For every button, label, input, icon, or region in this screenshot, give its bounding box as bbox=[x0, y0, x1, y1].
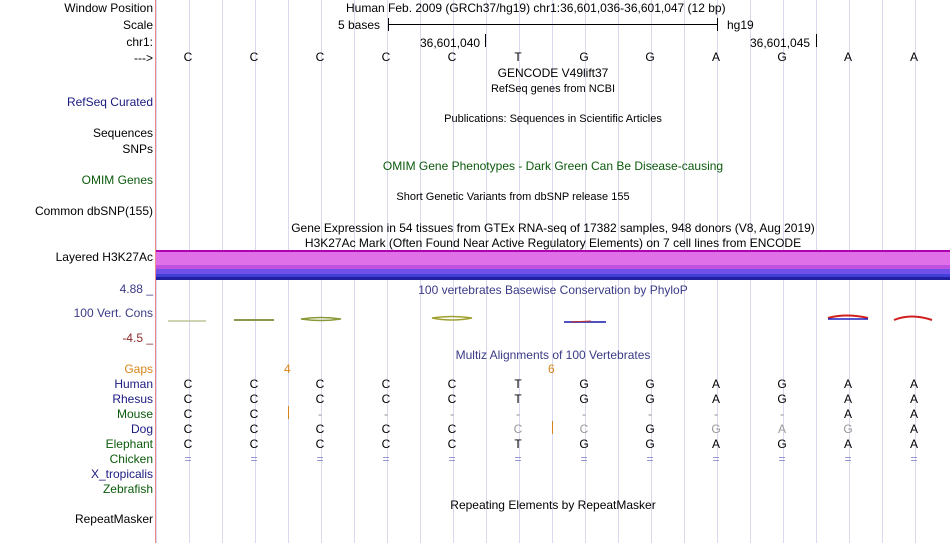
h3k27ac-track-title[interactable]: H3K27Ac Mark (Often Found Near Active Regulatory Elements) on 7 cell lines from ENCODE bbox=[304, 236, 802, 250]
base-4: C bbox=[381, 50, 391, 64]
h3k27ac-signal[interactable] bbox=[156, 250, 950, 280]
gencode-track-title[interactable]: GENCODE V49lift37 bbox=[497, 66, 609, 80]
aln-chicken-9: = bbox=[712, 452, 720, 466]
aln-chicken-11: = bbox=[844, 452, 852, 466]
gap-count-1: 4 bbox=[284, 362, 291, 376]
scale-left-label: 5 bases bbox=[338, 18, 381, 32]
base-10: G bbox=[777, 50, 787, 64]
dbsnp-track-title[interactable]: Short Genetic Variants from dbSNP release 155 bbox=[396, 191, 630, 203]
aln-elephant-12: A bbox=[909, 437, 918, 451]
aln-mouse-1: C bbox=[183, 407, 193, 421]
label-species-rhesus: Rhesus bbox=[112, 392, 153, 406]
aln-dog-11: G bbox=[843, 422, 853, 436]
aln-rhesus-7: G bbox=[579, 392, 589, 406]
label-omim[interactable]: OMIM Genes bbox=[81, 173, 153, 187]
label-species-human: Human bbox=[114, 377, 153, 391]
base-11: A bbox=[843, 50, 852, 64]
base-1: C bbox=[183, 50, 193, 64]
coord-label-1: 36,601,040 bbox=[420, 36, 481, 50]
aln-elephant-7: G bbox=[579, 437, 589, 451]
aln-dog-9: G bbox=[711, 422, 721, 436]
scale-bar bbox=[388, 24, 718, 25]
aln-chicken-10: = bbox=[778, 452, 786, 466]
aln-dog-8: G bbox=[645, 422, 655, 436]
scale-right-label: hg19 bbox=[727, 18, 754, 32]
aln-human-4: C bbox=[381, 377, 391, 391]
aln-elephant-2: C bbox=[249, 437, 259, 451]
gap-count-2: 6 bbox=[548, 362, 555, 376]
aln-rhesus-2: C bbox=[249, 392, 259, 406]
aln-elephant-3: C bbox=[315, 437, 325, 451]
aln-human-9: A bbox=[711, 377, 720, 391]
aln-elephant-6: T bbox=[514, 437, 522, 451]
aln-mouse-3: - bbox=[318, 407, 322, 421]
label-gaps: Gaps bbox=[124, 362, 153, 376]
window-position-text: Human Feb. 2009 (GRCh37/hg19) chr1:36,601,036-36,601,047 (12 bp) bbox=[346, 1, 726, 15]
aln-elephant-5: C bbox=[447, 437, 457, 451]
base-12: A bbox=[909, 50, 918, 64]
aln-dog-6: C bbox=[513, 422, 523, 436]
aln-rhesus-9: A bbox=[711, 392, 720, 406]
aln-chicken-4: = bbox=[382, 452, 390, 466]
aln-elephant-1: C bbox=[183, 437, 193, 451]
label-dbsnp[interactable]: Common dbSNP(155) bbox=[34, 204, 153, 218]
base-6: T bbox=[514, 50, 522, 64]
aln-dog-1: C bbox=[183, 422, 193, 436]
aln-chicken-1: = bbox=[184, 452, 192, 466]
aln-rhesus-4: C bbox=[381, 392, 391, 406]
aln-elephant-10: G bbox=[777, 437, 787, 451]
refseq-track-title[interactable]: RefSeq genes from NCBI bbox=[490, 83, 616, 95]
base-8: G bbox=[645, 50, 655, 64]
coord-tick-1 bbox=[485, 34, 486, 47]
aln-dog-5: C bbox=[447, 422, 457, 436]
aln-chicken-5: = bbox=[448, 452, 456, 466]
aln-rhesus-6: T bbox=[514, 392, 522, 406]
aln-rhesus-1: C bbox=[183, 392, 193, 406]
label-snps[interactable]: SNPs bbox=[122, 142, 153, 156]
aln-rhesus-5: C bbox=[447, 392, 457, 406]
aln-dog-12: A bbox=[909, 422, 918, 436]
phylop-track-title[interactable]: 100 vertebrates Basewise Conservation by PhyloP bbox=[418, 283, 688, 297]
label-scale: Scale bbox=[122, 18, 153, 32]
aln-human-5: C bbox=[447, 377, 457, 391]
aln-human-2: C bbox=[249, 377, 259, 391]
aln-chicken-6: = bbox=[514, 452, 522, 466]
aln-dog-4: C bbox=[381, 422, 391, 436]
label-species-elephant: Elephant bbox=[105, 437, 153, 451]
aln-human-3: C bbox=[315, 377, 325, 391]
base-3: C bbox=[315, 50, 325, 64]
scale-bar-right-tick bbox=[717, 18, 718, 31]
base-9: A bbox=[711, 50, 720, 64]
aln-mouse-2: C bbox=[249, 407, 259, 421]
aln-dog-2: C bbox=[249, 422, 259, 436]
label-species-mouse: Mouse bbox=[116, 407, 153, 421]
repeatmasker-track-title[interactable]: Repeating Elements by RepeatMasker bbox=[450, 498, 656, 512]
aln-chicken-3: = bbox=[316, 452, 324, 466]
omim-track-title[interactable]: OMIM Gene Phenotypes - Dark Green Can Be Disease-causing bbox=[382, 159, 724, 173]
aln-chicken-12: = bbox=[910, 452, 918, 466]
aln-chicken-7: = bbox=[580, 452, 588, 466]
aln-dog-7: C bbox=[579, 422, 589, 436]
aln-mouse-12: A bbox=[909, 407, 918, 421]
label-chrom: chr1: bbox=[126, 35, 153, 49]
dog-insertion-marker bbox=[552, 421, 553, 434]
base-2: C bbox=[249, 50, 259, 64]
aln-rhesus-10: G bbox=[777, 392, 787, 406]
aln-mouse-11: A bbox=[843, 407, 852, 421]
label-layered-h3k27ac[interactable]: Layered H3K27Ac bbox=[55, 250, 153, 264]
label-species-zebrafish: Zebrafish bbox=[102, 482, 153, 496]
label-cons-max: 4.88 _ bbox=[119, 282, 153, 296]
mouse-insertion-marker bbox=[288, 406, 289, 419]
publications-track-title[interactable]: Publications: Sequences in Scientific Articles bbox=[444, 113, 662, 125]
aln-rhesus-11: A bbox=[843, 392, 852, 406]
track-image-area[interactable] bbox=[156, 0, 950, 543]
base-5: C bbox=[447, 50, 457, 64]
aln-human-6: T bbox=[514, 377, 522, 391]
aln-mouse-9: - bbox=[714, 407, 718, 421]
label-repeatmasker[interactable]: RepeatMasker bbox=[74, 512, 153, 526]
aln-elephant-8: G bbox=[645, 437, 655, 451]
aln-human-7: G bbox=[579, 377, 589, 391]
aln-human-1: C bbox=[183, 377, 193, 391]
aln-rhesus-12: A bbox=[909, 392, 918, 406]
label-cons[interactable]: 100 Vert. Cons bbox=[73, 306, 153, 320]
aln-human-10: G bbox=[777, 377, 787, 391]
aln-human-12: A bbox=[909, 377, 918, 391]
label-refseq[interactable]: RefSeq Curated bbox=[66, 95, 153, 109]
label-species-xtropicalis: X_tropicalis bbox=[90, 467, 153, 481]
scale-bar-left-tick bbox=[388, 18, 389, 31]
aln-elephant-4: C bbox=[381, 437, 391, 451]
phylop-conservation-graph[interactable] bbox=[156, 305, 950, 335]
aln-dog-10: A bbox=[777, 422, 786, 436]
label-species-dog: Dog bbox=[130, 422, 153, 436]
label-species-chicken: Chicken bbox=[109, 452, 153, 466]
aln-mouse-5: - bbox=[450, 407, 454, 421]
track-label-sidebar bbox=[0, 0, 156, 543]
coord-label-2: 36,601,045 bbox=[750, 36, 811, 50]
label-strand: ---> bbox=[134, 51, 153, 65]
base-7: G bbox=[579, 50, 589, 64]
aln-elephant-11: A bbox=[843, 437, 852, 451]
coord-tick-2 bbox=[816, 34, 817, 47]
aln-human-8: G bbox=[645, 377, 655, 391]
aln-elephant-9: A bbox=[711, 437, 720, 451]
aln-rhesus-8: G bbox=[645, 392, 655, 406]
aln-mouse-6: - bbox=[516, 407, 520, 421]
aln-mouse-7: - bbox=[582, 407, 586, 421]
aln-rhesus-3: C bbox=[315, 392, 325, 406]
label-sequences[interactable]: Sequences bbox=[92, 126, 153, 140]
aln-chicken-2: = bbox=[250, 452, 258, 466]
aln-mouse-4: - bbox=[384, 407, 388, 421]
gtex-track-title[interactable]: Gene Expression in 54 tissues from GTEx RNA-seq of 17382 samples, 948 donors (V8, Aug 2019) bbox=[291, 221, 815, 235]
aln-chicken-8: = bbox=[646, 452, 654, 466]
label-cons-min: -4.5 _ bbox=[122, 331, 153, 345]
aln-mouse-8: - bbox=[648, 407, 652, 421]
aln-human-11: A bbox=[843, 377, 852, 391]
aln-mouse-10: - bbox=[780, 407, 784, 421]
multiz-track-title[interactable]: Multiz Alignments of 100 Vertebrates bbox=[455, 348, 651, 362]
label-window-position: Window Position bbox=[64, 1, 153, 15]
aln-dog-3: C bbox=[315, 422, 325, 436]
